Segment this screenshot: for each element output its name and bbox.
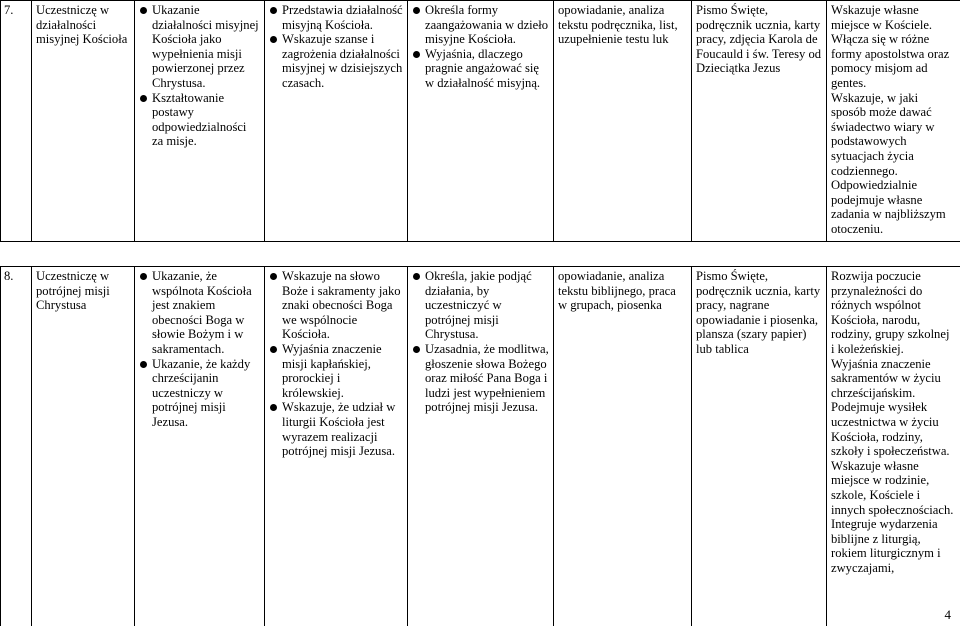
requirements-cell bbox=[408, 267, 554, 626]
paragraph: Wyjaśnia znaczenie sakramentów w życiu chrześcijańskim. bbox=[831, 357, 956, 401]
paragraph: Wskazuje własne miejsce w Kościele. bbox=[831, 3, 956, 32]
paragraph: Wskazuje własne miejsce w rodzinie, szkole, Kościele i innych społecznościach. bbox=[831, 459, 956, 517]
bullet-item: Wskazuje na słowo Boże i sakramenty jako znaki obecności Boga we wspólnocie Kościoła. bbox=[269, 269, 403, 342]
topic-cell: Uczestniczę w działalności misyjnej Kościoła bbox=[32, 1, 135, 242]
bullet-item: Wskazuje, że udział w liturgii Kościoła jest wyrazem realizacji potrójnej misji Jezusa. bbox=[269, 400, 403, 458]
bullet-item: Ukazanie działalności misyjnej Kościoła jako wypełnienia misji powierzonej przez Chrystusa. bbox=[139, 3, 260, 91]
page-number: 4 bbox=[945, 608, 952, 623]
content-cell bbox=[265, 267, 408, 626]
paragraph: Rozwija poczucie przynależności do różnych wspólnot Kościoła, narodu, rodziny, grupy szkolnej i koleżeńskiej. bbox=[831, 269, 956, 357]
bullet-item: Uzasadnia, że modlitwa, głoszenie słowa Bożego oraz miłość Pana Boga i ludzi jest wypełnieniem potrójnej misji Jezusa. bbox=[412, 342, 549, 415]
bullet-item: Kształtowanie postawy odpowiedzialności za misje. bbox=[139, 91, 260, 149]
bullet-item: Przedstawia działalność misyjną Kościoła. bbox=[269, 3, 403, 32]
content-cell bbox=[265, 1, 408, 242]
bullet-item: Ukazanie, że każdy chrześcijanin uczestniczy w potrójnej misji Jezusa. bbox=[139, 357, 260, 430]
methods-cell: opowiadanie, analiza tekstu podręcznika, list, uzupełnienie testu luk bbox=[554, 1, 692, 242]
goals-cell bbox=[135, 1, 265, 242]
paragraph: Integruje wydarzenia biblijne z liturgią, rokiem liturgicznym i zwyczajami, bbox=[831, 517, 956, 575]
bullet-item: Określa formy zaangażowania w dzieło misyjne Kościoła. bbox=[412, 3, 549, 47]
bullet-item: Określa, jakie podjąć działania, by uczestniczyć w potrójnej misji Chrystusa. bbox=[412, 269, 549, 342]
paragraph: Podejmuje wysiłek uczestnictwa w życiu Kościoła, rodziny, szkoły i społeczeństwa. bbox=[831, 400, 956, 458]
methods-cell: opowiadanie, analiza tekstu biblijnego, praca w grupach, piosenka bbox=[554, 267, 692, 626]
topic-cell: Uczestniczę w potrójnej misji Chrystusa bbox=[32, 267, 135, 626]
row-gap bbox=[1, 242, 960, 267]
row-number: 7. bbox=[1, 1, 32, 242]
upbringing-cell bbox=[827, 1, 960, 242]
aids-cell: Pismo Święte, podręcznik ucznia, karty pracy, zdjęcia Karola de Foucauld i św. Teresy od Dzieciątka Jezus bbox=[692, 1, 827, 242]
paragraph: Włącza się w różne formy apostolstwa oraz pomocy misjom ad gentes. bbox=[831, 32, 956, 90]
goals-cell bbox=[135, 267, 265, 626]
table-row bbox=[1, 267, 960, 626]
table-row bbox=[1, 1, 960, 242]
row-number: 8. bbox=[1, 267, 32, 626]
aids-cell: Pismo Święte, podręcznik ucznia, karty pracy, nagrane opowiadanie i piosenka, plansza (szary papier) lub tablica bbox=[692, 267, 827, 626]
requirements-cell bbox=[408, 1, 554, 242]
bullet-item: Wskazuje szanse i zagrożenia działalności misyjnej w dzisiejszych czasach. bbox=[269, 32, 403, 90]
bullet-item: Wyjaśnia znaczenie misji kapłańskiej, prorockiej i królewskiej. bbox=[269, 342, 403, 400]
upbringing-cell bbox=[827, 267, 960, 626]
paragraph: Wskazuje, w jaki sposób może dawać świadectwo wiary w podstawowych sytuacjach życia codziennego. bbox=[831, 91, 956, 179]
bullet-item: Ukazanie, że wspólnota Kościoła jest znakiem obecności Boga w słowie Bożym i w sakramentach. bbox=[139, 269, 260, 357]
bullet-item: Wyjaśnia, dlaczego pragnie angażować się w działalność misyjną. bbox=[412, 47, 549, 91]
paragraph: Odpowiedzialnie podejmuje własne zadania w najbliższym otoczeniu. bbox=[831, 178, 956, 236]
